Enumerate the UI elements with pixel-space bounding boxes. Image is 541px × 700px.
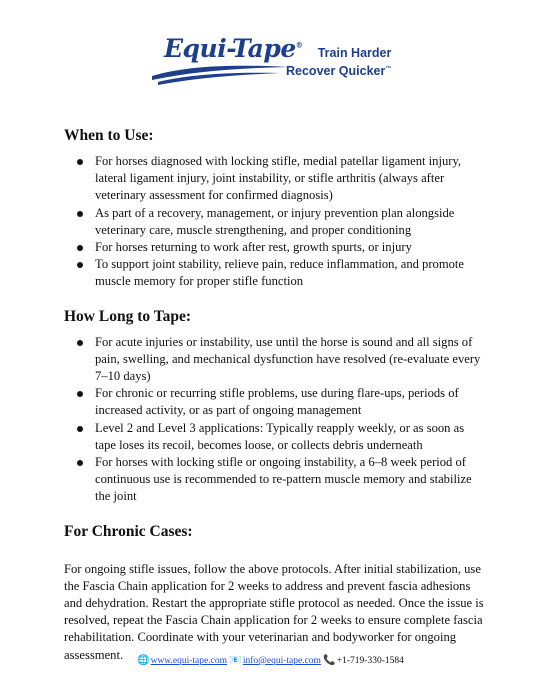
list-item xyxy=(64,420,484,454)
globe-icon: 🌐 xyxy=(137,655,150,666)
list-item-text: For horses diagnosed with locking stifle, medial patellar ligament injury, lateral ligament injury, joint instability, or stifle arthritis (always after veterinary assessment for confirmed diagnosis) xyxy=(95,154,462,203)
list-item xyxy=(64,205,484,239)
brand-logo xyxy=(164,34,302,63)
list-item xyxy=(64,334,484,386)
bullet-icon xyxy=(77,159,83,165)
email-link[interactable]: info@equi-tape.com xyxy=(242,656,321,666)
list-item-text: Level 2 and Level 3 applications: Typically reapply weekly, or as soon as tape loses its recoil, becomes loose, or collects debris underneath xyxy=(95,420,465,452)
document-body xyxy=(64,126,484,664)
bullet-icon xyxy=(77,426,83,432)
bullet-icon xyxy=(77,211,83,217)
list-item xyxy=(64,454,484,506)
section-heading: When to Use: xyxy=(64,127,154,144)
envelope-icon: 📧 xyxy=(229,655,242,666)
section-chronic-cases xyxy=(64,522,484,664)
bullet-list xyxy=(64,334,484,506)
list-item-text: For horses returning to work after rest, growth spurts, or injury xyxy=(95,240,412,255)
bullet-icon xyxy=(77,460,83,466)
bullet-icon xyxy=(77,391,83,397)
tagline xyxy=(286,45,391,79)
trademark-mark: ™ xyxy=(385,66,392,72)
header xyxy=(150,34,410,94)
list-item xyxy=(64,239,484,256)
list-item-text: For horses with locking stifle or ongoing instability, a 6–8 week period of continuous use is recommended to re-pattern muscle memory and stabilize the joint xyxy=(95,455,472,504)
section-paragraph: For ongoing stifle issues, follow the above protocols. After initial stabilization, use the Fascia Chain application for 2 weeks to address and prevent fascia adhesions and dehydration. Restart the appropriate stifle protocol as needed. Once the issue is resolved, repeat the Fascia Chain application for 2 weeks to ensure complete fascia rehabilitation. Coordinate with your veterinarian and bodyworker for ongoing assessment. xyxy=(64,561,484,662)
bullet-icon xyxy=(77,245,83,251)
list-item-text: As part of a recovery, management, or injury prevention plan alongside veterinary care, muscle strengthening, and proper conditioning xyxy=(95,205,455,237)
list-item xyxy=(64,153,484,205)
tagline-line-1: Train Harder xyxy=(317,46,392,60)
bullet-icon xyxy=(77,340,83,346)
tagline-line-2: Recover Quicker xyxy=(286,64,386,79)
list-item xyxy=(64,385,484,419)
section-when-to-use xyxy=(64,126,484,291)
section-how-long-to-tape xyxy=(64,307,484,506)
website-link[interactable]: www.equi-tape.com xyxy=(150,656,227,666)
registered-mark: ® xyxy=(295,40,303,50)
bullet-list xyxy=(64,153,484,291)
section-heading: How Long to Tape: xyxy=(64,307,192,325)
section-heading: For Chronic Cases: xyxy=(64,522,193,540)
list-item-text: For acute injuries or instability, use until the horse is sound and all signs of pain, swelling, and mechanical dysfunction have resolved (re-evaluate every 7–10 days) xyxy=(95,334,481,384)
footer-contact xyxy=(0,655,541,666)
logo-text: Equi-Tape xyxy=(164,34,296,63)
list-item xyxy=(64,256,484,290)
phone-icon: 📞 xyxy=(323,655,336,666)
list-item-text: To support joint stability, relieve pain, reduce inflammation, and promote muscle memory for proper stifle function xyxy=(95,257,465,289)
phone-number: +1-719-330-1584 xyxy=(336,656,404,666)
list-item-text: For chronic or recurring stifle problems, use during flare-ups, periods of increased activity, or as part of ongoing management xyxy=(95,386,459,418)
bullet-icon xyxy=(77,262,83,268)
logo-swoosh-icon xyxy=(150,64,290,86)
